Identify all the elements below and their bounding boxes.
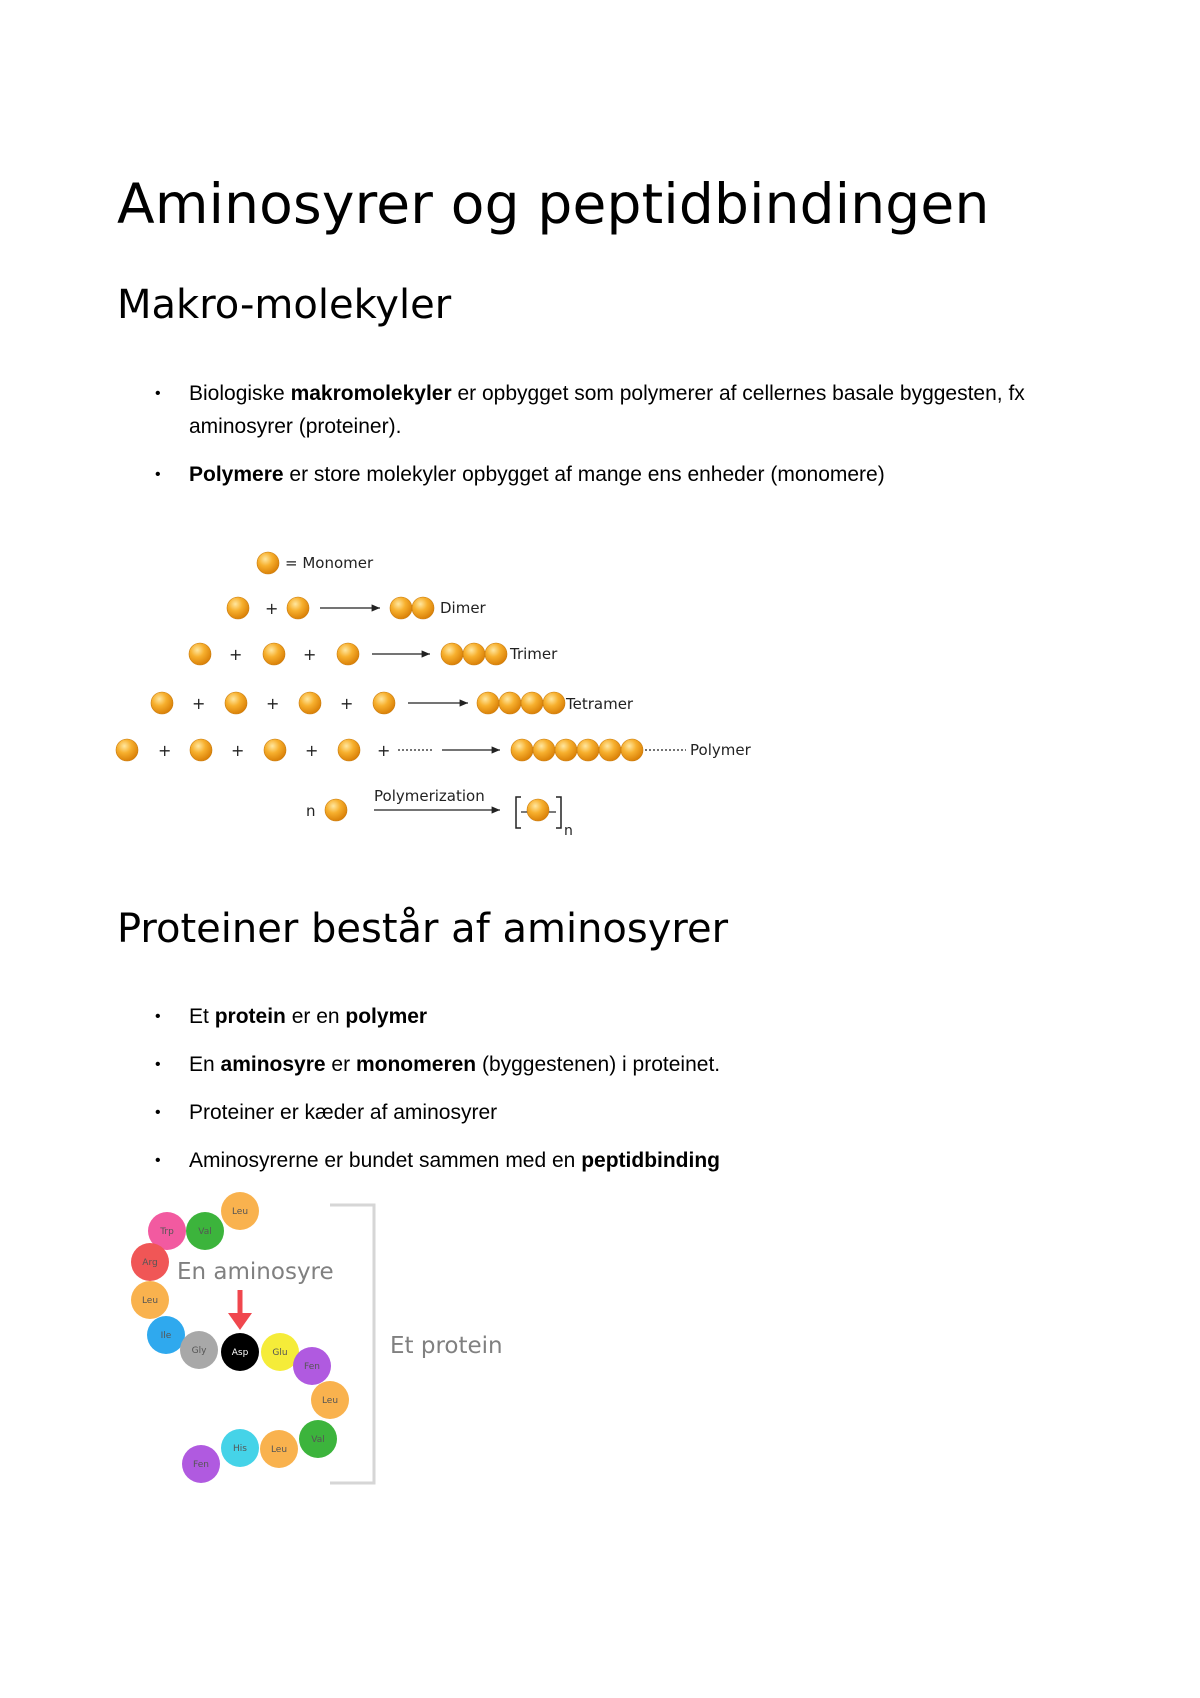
label-trimer: Trimer: [510, 645, 558, 663]
monomer-bead: [227, 597, 249, 619]
amino-acid-label: Trp: [160, 1227, 174, 1237]
amino-acid-fen: [182, 1445, 220, 1483]
monomer-bead: [543, 692, 565, 714]
amino-acid-label: Fen: [193, 1460, 209, 1470]
label-n: n: [306, 802, 316, 820]
monomer-bead: [190, 739, 212, 761]
polymer-figure: [105, 540, 785, 840]
monomer-bead: [116, 739, 138, 761]
monomer-bead: [287, 597, 309, 619]
plus-sign: +: [266, 694, 280, 713]
monomer-bead: [390, 597, 412, 619]
bullet-dot: •: [155, 1056, 161, 1073]
monomer-bead: [463, 643, 485, 665]
bullet-polymere: • Polymere er store molekyler opbygget af mange ens enheder (monomere): [189, 458, 1089, 491]
monomer-bead: [499, 692, 521, 714]
plus-sign: +: [305, 741, 319, 760]
amino-acid-label: Ile: [160, 1331, 172, 1341]
subscript-n: n: [564, 823, 573, 839]
amino-acid-gly: [180, 1331, 218, 1369]
bullet-dot: •: [155, 466, 161, 483]
plus-sign: +: [231, 741, 245, 760]
plus-sign: +: [265, 599, 279, 618]
monomer-bead: [621, 739, 643, 761]
monomer-bead: [264, 739, 286, 761]
bullet-makromolekyler: • Biologiske makromolekyler er opbygget som polymerer af cellernes basale byggesten, fx aminosyrer (proteiner).: [189, 377, 1089, 443]
monomer-bead: [599, 739, 621, 761]
bracket-right: [556, 797, 561, 828]
amino-acid-leu: [221, 1192, 259, 1230]
monomer-bead: [485, 643, 507, 665]
bracket-left: [516, 797, 521, 828]
monomer-bead: [521, 692, 543, 714]
amino-acid-label: Gly: [191, 1346, 207, 1356]
amino-acid-fen: [293, 1347, 331, 1385]
label-polymer: Polymer: [690, 741, 751, 759]
amino-acid-his: [221, 1429, 259, 1467]
plus-sign: +: [229, 645, 243, 664]
plus-sign: +: [377, 741, 391, 760]
protein-figure: [120, 1185, 520, 1495]
monomer-bead: [189, 643, 211, 665]
plus-sign: +: [158, 741, 172, 760]
bullet-dot: •: [155, 1008, 161, 1025]
bullet-dot: •: [155, 1152, 161, 1169]
bullet-peptidbinding: • Aminosyrerne er bundet sammen med en peptidbinding: [189, 1144, 1089, 1177]
monomer-bead: [337, 643, 359, 665]
monomer-bead: [511, 739, 533, 761]
label-en-aminosyre: En aminosyre: [177, 1259, 334, 1285]
amino-acid-ile: [147, 1316, 185, 1354]
bullet-dot: •: [155, 1104, 161, 1121]
label-et-protein: Et protein: [390, 1333, 503, 1359]
monomer-bead: [412, 597, 434, 619]
amino-acid-leu: [311, 1381, 349, 1419]
legend-label: = Monomer: [285, 554, 374, 572]
amino-acid-val: [299, 1420, 337, 1458]
amino-acid-leu: [260, 1430, 298, 1468]
bullet-aminosyre-monomer: • En aminosyre er monomeren (byggestenen) i proteinet.: [189, 1048, 1089, 1081]
amino-acid-label: Glu: [272, 1348, 288, 1358]
monomer-bead: [441, 643, 463, 665]
monomer-bead: [373, 692, 395, 714]
monomer-bead: [257, 552, 279, 574]
amino-acid-label: Leu: [231, 1207, 249, 1217]
monomer-bead: [533, 739, 555, 761]
amino-acid-asp: [221, 1333, 259, 1371]
amino-acid-arg: [131, 1243, 169, 1281]
label-dimer: Dimer: [440, 599, 486, 617]
monomer-bead: [555, 739, 577, 761]
amino-acid-label: Leu: [270, 1445, 288, 1455]
monomer-bead: [577, 739, 599, 761]
monomer-bead: [299, 692, 321, 714]
monomer-bead: [477, 692, 499, 714]
page-title: Aminosyrer og peptidbindingen: [117, 172, 990, 236]
plus-sign: +: [340, 694, 354, 713]
amino-acid-label: Leu: [321, 1396, 339, 1406]
bullet-dot: •: [155, 385, 161, 402]
amino-acid-val: [186, 1212, 224, 1250]
label-polymerization: Polymerization: [374, 787, 485, 805]
amino-acid-label: Leu: [141, 1296, 159, 1306]
monomer-bead: [338, 739, 360, 761]
amino-acid-label: His: [233, 1444, 247, 1454]
monomer-bead: [263, 643, 285, 665]
monomer-bead: [151, 692, 173, 714]
bullet-kaeder: • Proteiner er kæder af aminosyrer: [189, 1096, 1089, 1129]
arrow-down-icon: [228, 1290, 252, 1330]
monomer-bead: [527, 799, 549, 821]
amino-acid-label: Asp: [231, 1348, 249, 1358]
label-tetramer: Tetramer: [566, 695, 634, 713]
plus-sign: +: [192, 694, 206, 713]
bullet-protein-polymer: • Et protein er en polymer: [189, 1000, 1089, 1033]
amino-acid-leu: [131, 1281, 169, 1319]
section-heading-makromolekyler: Makro-molekyler: [117, 282, 452, 328]
plus-sign: +: [303, 645, 317, 664]
amino-acid-label: Val: [311, 1435, 325, 1445]
amino-acid-label: Arg: [142, 1258, 158, 1268]
monomer-bead: [325, 799, 347, 821]
amino-acid-label: Fen: [304, 1362, 320, 1372]
monomer-bead: [225, 692, 247, 714]
section-heading-proteiner: Proteiner består af aminosyrer: [117, 906, 729, 952]
amino-acid-label: Val: [198, 1227, 212, 1237]
